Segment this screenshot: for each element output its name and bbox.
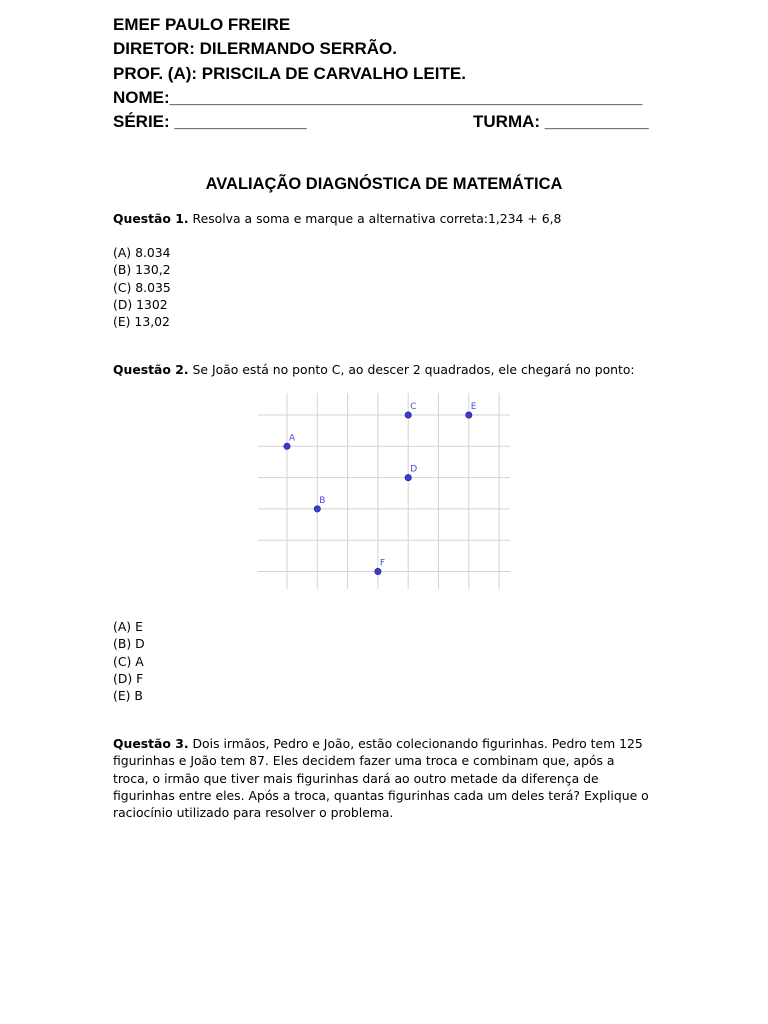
grid-point-label-a: A [289, 433, 296, 444]
turma-field[interactable]: TURMA: ___________ [473, 112, 649, 132]
grid-point-label-c: C [410, 402, 417, 412]
question-2-text: Se João está no ponto C, ao descer 2 quadrados, ele chegará no ponto: [188, 362, 635, 377]
serie-field[interactable]: SÉRIE: ______________ [113, 112, 307, 132]
option-item: (B) 130,2 [113, 262, 171, 278]
serie-turma-row [113, 110, 658, 134]
question-1 [113, 210, 653, 227]
question-2 [113, 361, 653, 378]
option-item: (E) 13,02 [113, 314, 170, 330]
question-2-options [113, 618, 653, 704]
question-2-label: Questão 2. [113, 362, 189, 377]
grid-point-label-d: D [410, 464, 418, 475]
grid-point-b [314, 506, 320, 512]
grid-point-a [284, 443, 290, 449]
option-item: (A) 8.034 [113, 245, 171, 260]
option-item: (B) D [113, 636, 145, 652]
question-3 [113, 735, 653, 821]
question-3-text: Dois irmãos, Pedro e João, estão colecionando figurinhas. Pedro tem 125 figurinhas e João tem 87. Eles decidem fazer uma troca e combinam que, após a troca, o irmão que tiver mais figurinhas dará ao outro metade da diferença de figurinhas entre eles. Após a troca, quantas figurinhas cada um deles terá? Explique o raciocínio utilizado para resolver o problema. [113, 736, 649, 821]
school-name: EMEF PAULO FREIRE [113, 15, 291, 34]
grid-point-e [466, 412, 472, 418]
grid-point-label-b: B [319, 495, 326, 506]
grid-point-d [405, 474, 411, 480]
question-1-options [113, 244, 653, 330]
grid-svg [258, 393, 510, 589]
option-item: (E) B [113, 688, 143, 704]
question-1-label: Questão 1. [113, 211, 189, 226]
grid-point-c [405, 412, 411, 418]
exam-header [113, 13, 658, 134]
question-1-text: Resolva a soma e marque a alternativa correta:1,234 + 6,8 [188, 211, 562, 226]
grid-point-f [375, 568, 381, 574]
director-line: DIRETOR: DILERMANDO SERRÃO. [113, 39, 397, 59]
question-3-label: Questão 3. [113, 736, 189, 751]
coordinate-grid-figure [258, 393, 510, 589]
grid-point-label-f: F [379, 558, 386, 569]
option-item: (D) F [113, 670, 144, 686]
option-item: (C) A [113, 653, 144, 669]
option-item: (D) 1302 [113, 296, 168, 312]
option-item: (C) 8.035 [113, 279, 171, 295]
grid-point-label-e: E [470, 402, 477, 412]
student-name-field[interactable]: NOME:__________________________________________________ [113, 87, 643, 107]
teacher-line: PROF. (A): PRISCILA DE CARVALHO LEITE. [113, 63, 466, 83]
option-item: (A) E [113, 619, 143, 634]
exam-title: AVALIAÇÃO DIAGNÓSTICA DE MATEMÁTICA [205, 175, 563, 193]
